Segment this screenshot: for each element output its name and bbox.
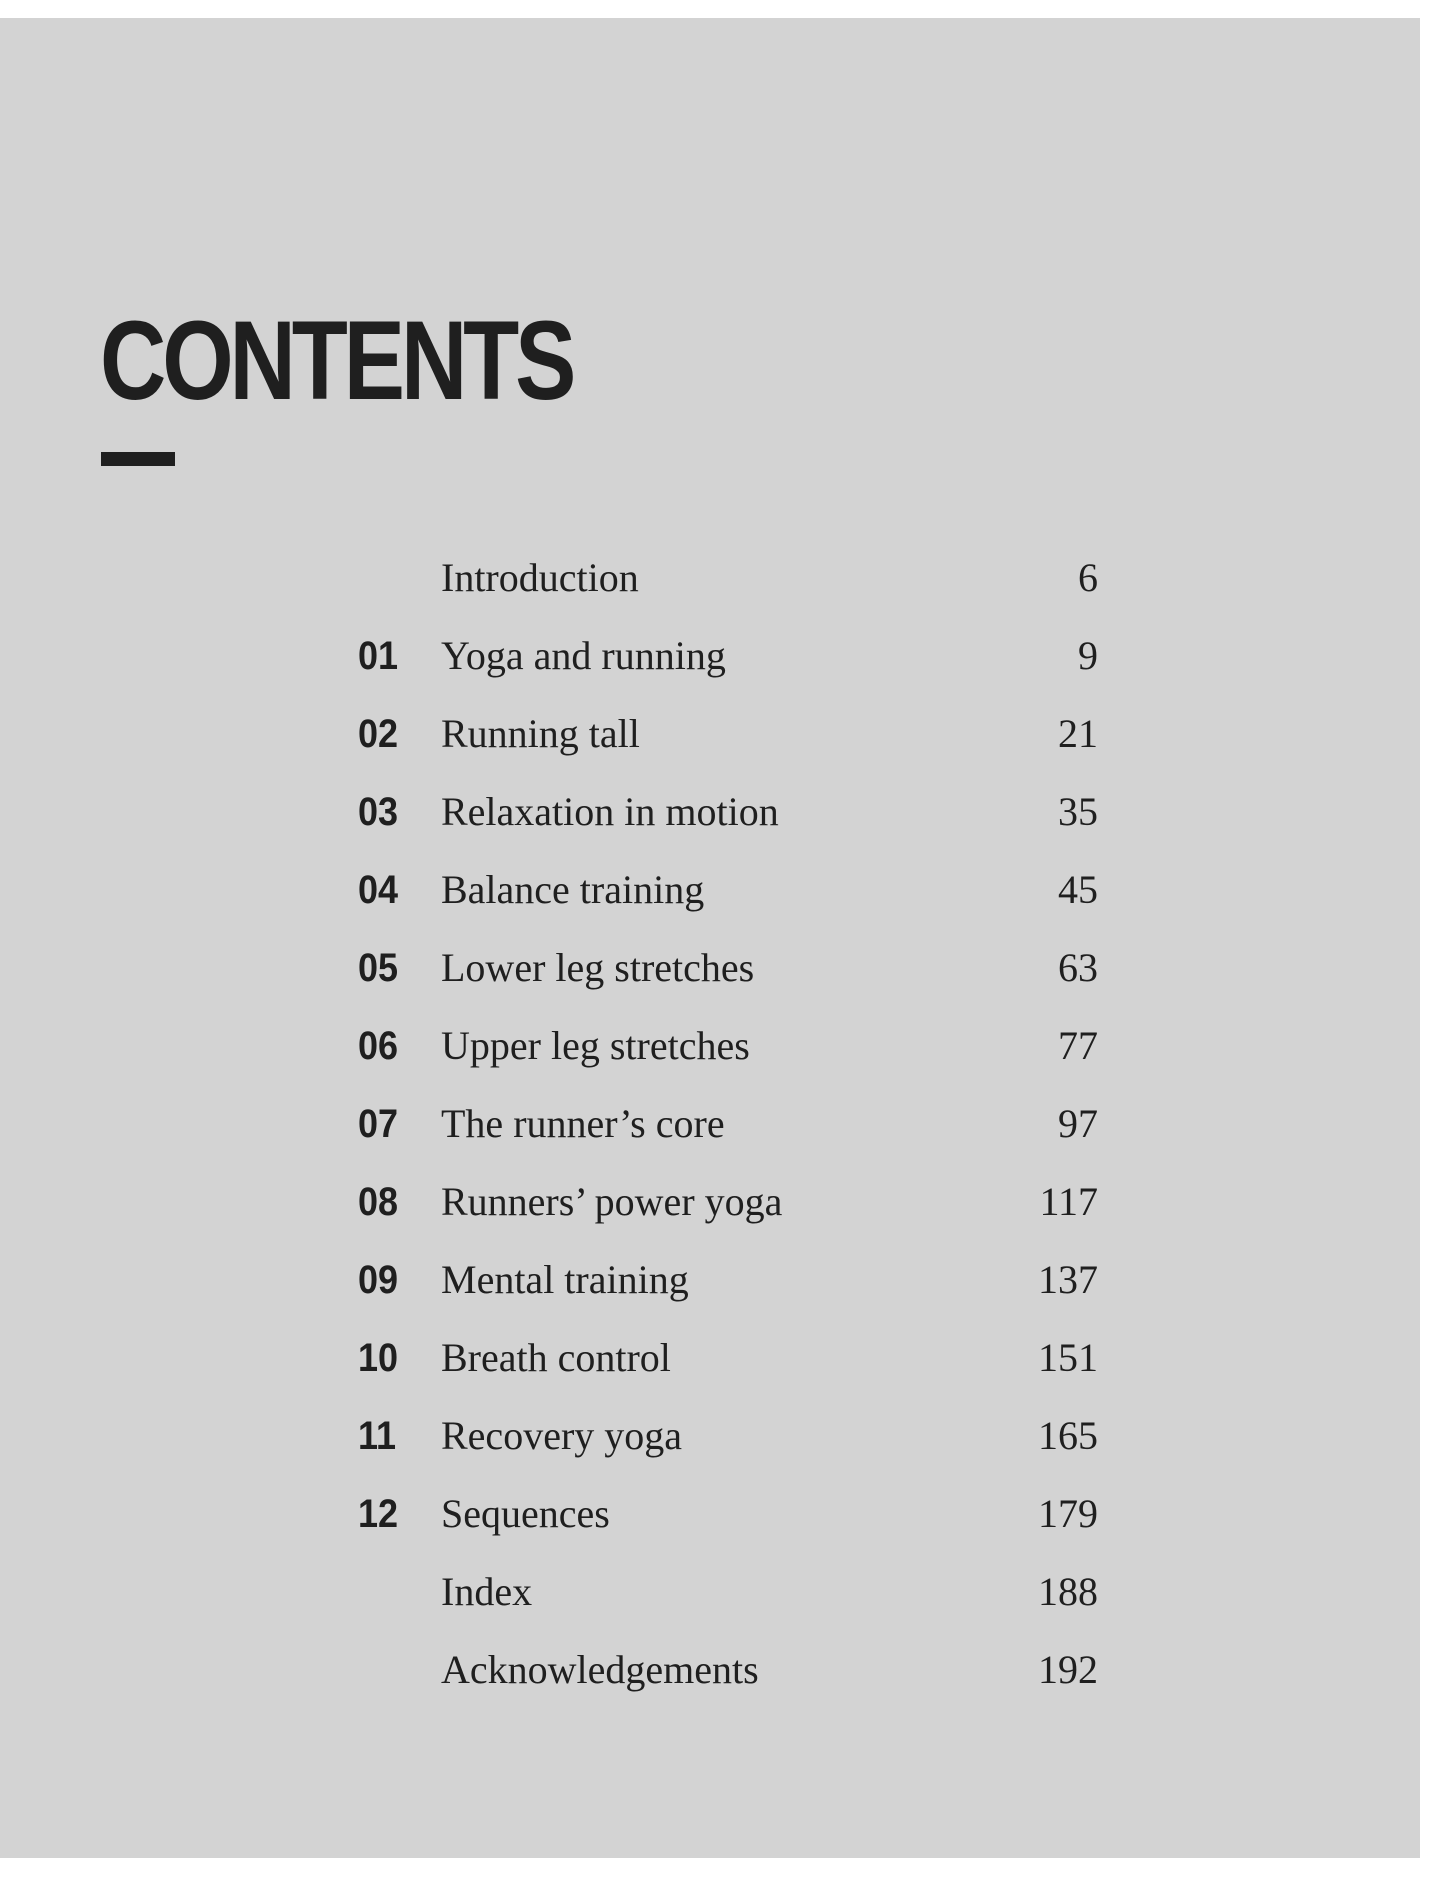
chapter-number: 09 bbox=[358, 1258, 399, 1302]
toc-entry-11[interactable] bbox=[358, 1406, 1098, 1484]
page-number: 188 bbox=[1038, 1569, 1098, 1614]
chapter-number: 10 bbox=[358, 1336, 399, 1380]
toc-entry-01[interactable] bbox=[358, 626, 1098, 704]
chapter-title: Sequences bbox=[441, 1491, 610, 1536]
chapter-title: Balance training bbox=[441, 867, 705, 912]
page-number: 63 bbox=[1058, 945, 1098, 990]
page-number: 6 bbox=[1078, 555, 1098, 600]
toc-entry-acknowledgements[interactable] bbox=[358, 1640, 1098, 1718]
page-number: 35 bbox=[1058, 789, 1098, 834]
page-number: 21 bbox=[1058, 711, 1098, 756]
chapter-title: Breath control bbox=[441, 1335, 671, 1380]
page-number: 9 bbox=[1078, 633, 1098, 678]
page-number: 77 bbox=[1058, 1023, 1098, 1068]
chapter-number: 06 bbox=[358, 1024, 399, 1068]
chapter-title: Running tall bbox=[441, 711, 640, 756]
chapter-number: 07 bbox=[358, 1102, 399, 1146]
page-title: CONTENTS bbox=[100, 298, 573, 423]
title-underline bbox=[101, 452, 175, 466]
chapter-number: 11 bbox=[358, 1414, 397, 1458]
chapter-number: 12 bbox=[358, 1492, 399, 1536]
chapter-number: 02 bbox=[358, 712, 399, 756]
toc-entry-02[interactable] bbox=[358, 704, 1098, 782]
page-number: 97 bbox=[1058, 1101, 1098, 1146]
toc-entry-09[interactable] bbox=[358, 1250, 1098, 1328]
chapter-title: Relaxation in motion bbox=[441, 789, 779, 834]
chapter-title: Yoga and running bbox=[441, 633, 726, 678]
chapter-number: 08 bbox=[358, 1180, 399, 1224]
chapter-title: Acknowledgements bbox=[441, 1647, 759, 1692]
chapter-title: Introduction bbox=[441, 555, 639, 600]
chapter-title: Mental training bbox=[441, 1257, 689, 1302]
chapter-number: 03 bbox=[358, 790, 399, 834]
toc-entry-10[interactable] bbox=[358, 1328, 1098, 1406]
page-number: 192 bbox=[1038, 1647, 1098, 1692]
chapter-title: Runners’ power yoga bbox=[441, 1179, 783, 1224]
page-number: 137 bbox=[1038, 1257, 1098, 1302]
chapter-title: Lower leg stretches bbox=[441, 945, 755, 990]
chapter-title: Index bbox=[441, 1569, 533, 1614]
toc-entry-04[interactable] bbox=[358, 860, 1098, 938]
page-number: 179 bbox=[1038, 1491, 1098, 1536]
chapter-number: 05 bbox=[358, 946, 399, 990]
toc-entry-introduction[interactable] bbox=[358, 548, 1098, 626]
page-number: 45 bbox=[1058, 867, 1098, 912]
page-number: 165 bbox=[1038, 1413, 1098, 1458]
toc-entry-08[interactable] bbox=[358, 1172, 1098, 1250]
table-of-contents bbox=[358, 548, 1098, 1718]
toc-entry-07[interactable] bbox=[358, 1094, 1098, 1172]
chapter-title: Upper leg stretches bbox=[441, 1023, 750, 1068]
chapter-number: 04 bbox=[358, 868, 399, 912]
chapter-title: Recovery yoga bbox=[441, 1413, 683, 1458]
page-number: 117 bbox=[1039, 1179, 1098, 1224]
toc-entry-03[interactable] bbox=[358, 782, 1098, 860]
page-number: 151 bbox=[1038, 1335, 1098, 1380]
toc-entry-index[interactable] bbox=[358, 1562, 1098, 1640]
toc-entry-06[interactable] bbox=[358, 1016, 1098, 1094]
chapter-number: 01 bbox=[358, 634, 399, 678]
toc-entry-12[interactable] bbox=[358, 1484, 1098, 1562]
contents-page bbox=[0, 18, 1420, 1858]
toc-entry-05[interactable] bbox=[358, 938, 1098, 1016]
chapter-title: The runner’s core bbox=[441, 1101, 725, 1146]
